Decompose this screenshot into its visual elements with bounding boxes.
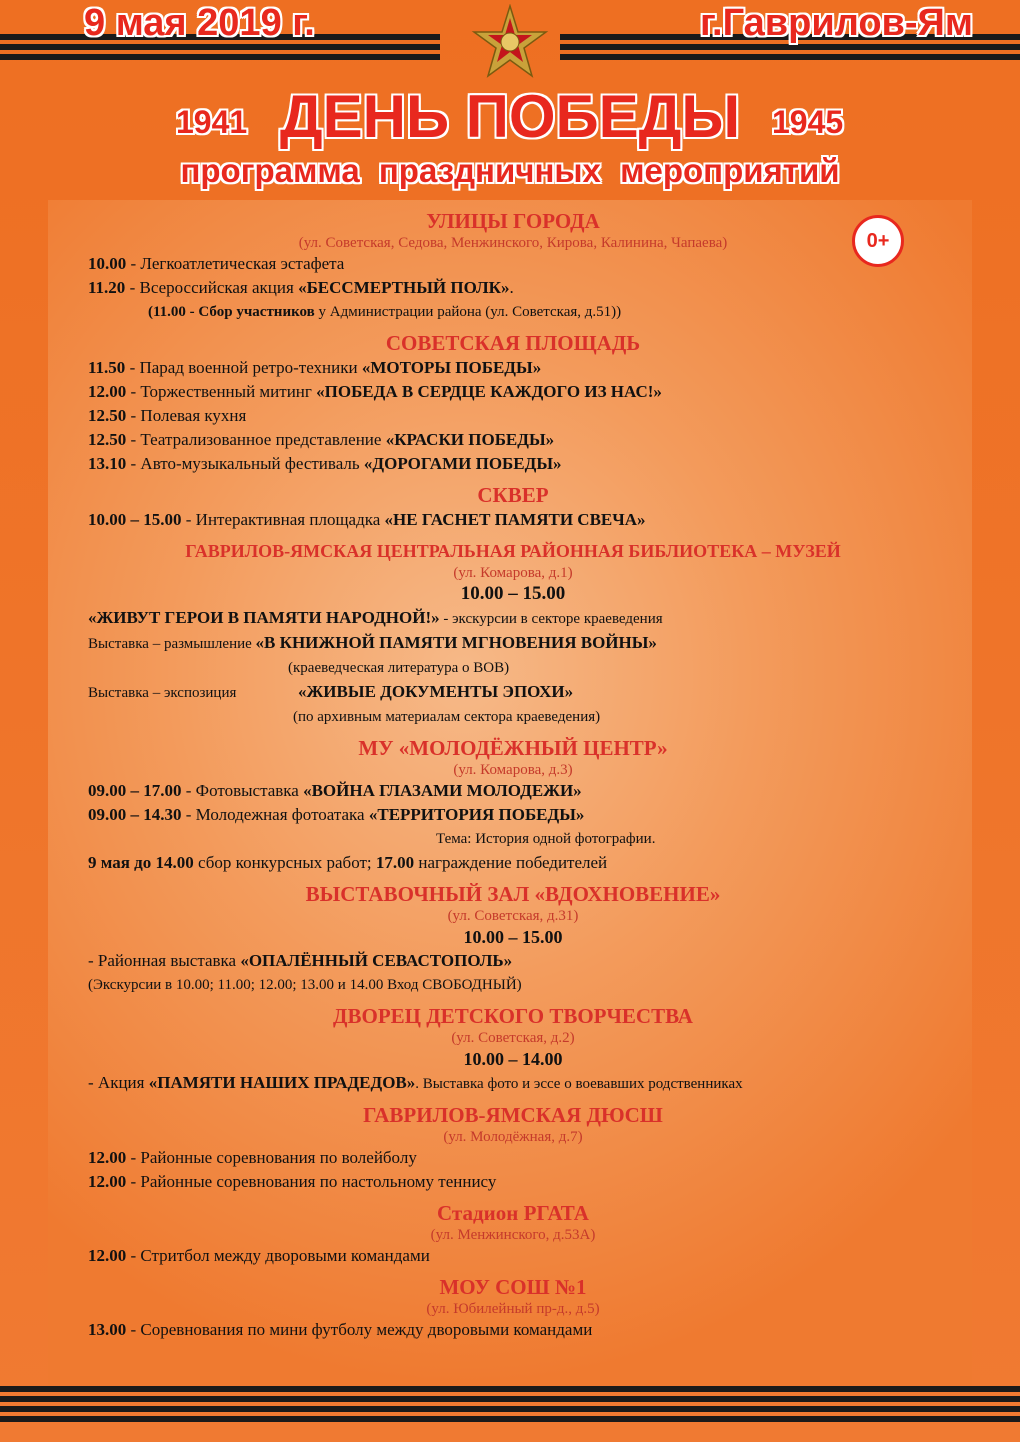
list-item: Выставка – размышление «В КНИЖНОЙ ПАМЯТИ МГНОВЕНИЯ ВОЙНЫ»	[88, 633, 657, 652]
list-item: 9 мая до 14.00 сбор конкурсных работ; 17.00 награждение победителей	[88, 853, 608, 872]
list-item: 12.50 - Полевая кухня	[88, 406, 247, 425]
section-title: СКВЕР	[477, 483, 549, 507]
section-title: ГАВРИЛОВ-ЯМСКАЯ ДЮСШ	[363, 1103, 663, 1127]
year-start: 1941	[176, 104, 248, 140]
section-address: (ул. Комарова, д.1)	[453, 565, 573, 581]
section-time: 10.00 – 15.00	[460, 583, 566, 604]
list-item: 12.00 - Торжественный митинг «ПОБЕДА В СЕРДЦЕ КАЖДОГО ИЗ НАС!»	[88, 382, 662, 401]
list-note: (по архивным материалам сектора краеведения)	[293, 709, 601, 725]
list-item: - Районная выставка «ОПАЛЁННЫЙ СЕВАСТОПОЛЬ»	[88, 951, 513, 970]
list-item: 11.20 - Всероссийская акция «БЕССМЕРТНЫЙ ПОЛК».	[88, 278, 514, 297]
list-item: 10.00 - Легкоатлетическая эстафета	[88, 254, 345, 273]
section-time: 10.00 – 15.00	[463, 927, 563, 947]
section-address: (ул. Юбилейный пр-д., д.5)	[426, 1301, 600, 1317]
bottom-ribbon	[0, 1386, 1020, 1426]
city-name: г.Гаврилов-Ям	[700, 2, 973, 44]
list-item: 12.00 - Районные соревнования по волейболу	[88, 1148, 417, 1167]
order-star-icon	[470, 4, 550, 84]
list-item: 09.00 – 14.30 - Молодежная фотоатака «ТЕРРИТОРИЯ ПОБЕДЫ»	[88, 805, 585, 824]
year-end: 1945	[772, 104, 844, 140]
list-item: 11.50 - Парад военной ретро-техники «МОТОРЫ ПОБЕДЫ»	[88, 358, 542, 377]
section-title: СОВЕТСКАЯ ПЛОЩАДЬ	[385, 331, 641, 355]
section-address: (ул. Советская, Седова, Менжинского, Кирова, Калинина, Чапаева)	[298, 235, 728, 251]
section-title: УЛИЦЫ ГОРОДА	[426, 209, 600, 233]
section-address: (ул. Молодёжная, д.7)	[443, 1129, 583, 1145]
section-title: ДВОРЕЦ ДЕТСКОГО ТВОРЧЕСТВА	[333, 1004, 693, 1028]
list-item: 12.00 - Районные соревнования по настольному теннису	[88, 1172, 497, 1191]
list-note: (11.00 - Сбор участников у Администрации района (ул. Советская, д.51))	[148, 304, 622, 320]
event-date: 9 мая 2019 г.	[84, 2, 315, 44]
list-note: Тема: История одной фотографии.	[436, 831, 656, 847]
age-rating-badge: 0+	[852, 215, 904, 267]
section-address: (ул. Комарова, д.3)	[453, 762, 573, 778]
list-note: (Экскурсии в 10.00; 11.00; 12.00; 13.00 и 14.00 Вход СВОБОДНЫЙ)	[88, 977, 522, 993]
section-address: (ул. Советская, д.31)	[447, 908, 579, 924]
section-title: МОУ СОШ №1	[439, 1275, 587, 1299]
section-address: (ул. Советская, д.2)	[451, 1030, 575, 1046]
list-item: 13.00 - Соревнования по мини футболу между дворовыми командами	[88, 1320, 593, 1339]
list-note: (краеведческая литература о ВОВ)	[288, 660, 510, 676]
list-item: 12.00 - Стритбол между дворовыми командами	[88, 1246, 430, 1265]
list-item: 13.10 - Авто-музыкальный фестиваль «ДОРОГАМИ ПОБЕДЫ»	[88, 454, 562, 473]
section-address: (ул. Менжинского, д.53А)	[430, 1227, 596, 1243]
section-title: ГАВРИЛОВ-ЯМСКАЯ ЦЕНТРАЛЬНАЯ РАЙОННАЯ БИБЛИОТЕКА – МУЗЕЙ	[185, 541, 841, 561]
list-item: «ЖИВУТ ГЕРОИ В ПАМЯТИ НАРОДНОЙ!» - экскурсии в секторе краеведения	[88, 608, 663, 627]
program-list	[88, 208, 938, 1342]
list-item: Выставка – экспозиция «ЖИВЫЕ ДОКУМЕНТЫ ЭПОХИ»	[88, 682, 574, 701]
page-subtitle: программа праздничных мероприятий	[180, 152, 840, 189]
page-title: ДЕНЬ ПОБЕДЫ	[279, 83, 741, 150]
section-title: ВЫСТАВОЧНЫЙ ЗАЛ «ВДОХНОВЕНИЕ»	[305, 882, 721, 906]
list-item: 12.50 - Театрализованное представление «КРАСКИ ПОБЕДЫ»	[88, 430, 555, 449]
section-title: МУ «МОЛОДЁЖНЫЙ ЦЕНТР»	[358, 736, 668, 760]
section-time: 10.00 – 14.00	[463, 1049, 563, 1069]
list-item: 09.00 – 17.00 - Фотовыставка «ВОЙНА ГЛАЗАМИ МОЛОДЕЖИ»	[88, 781, 582, 800]
list-item: 10.00 – 15.00 - Интерактивная площадка «НЕ ГАСНЕТ ПАМЯТИ СВЕЧА»	[88, 510, 646, 529]
list-item: - Акция «ПАМЯТИ НАШИХ ПРАДЕДОВ». Выставка фото и эссе о воевавших родственниках	[88, 1073, 743, 1092]
section-title: Стадион РГАТА	[437, 1201, 589, 1225]
